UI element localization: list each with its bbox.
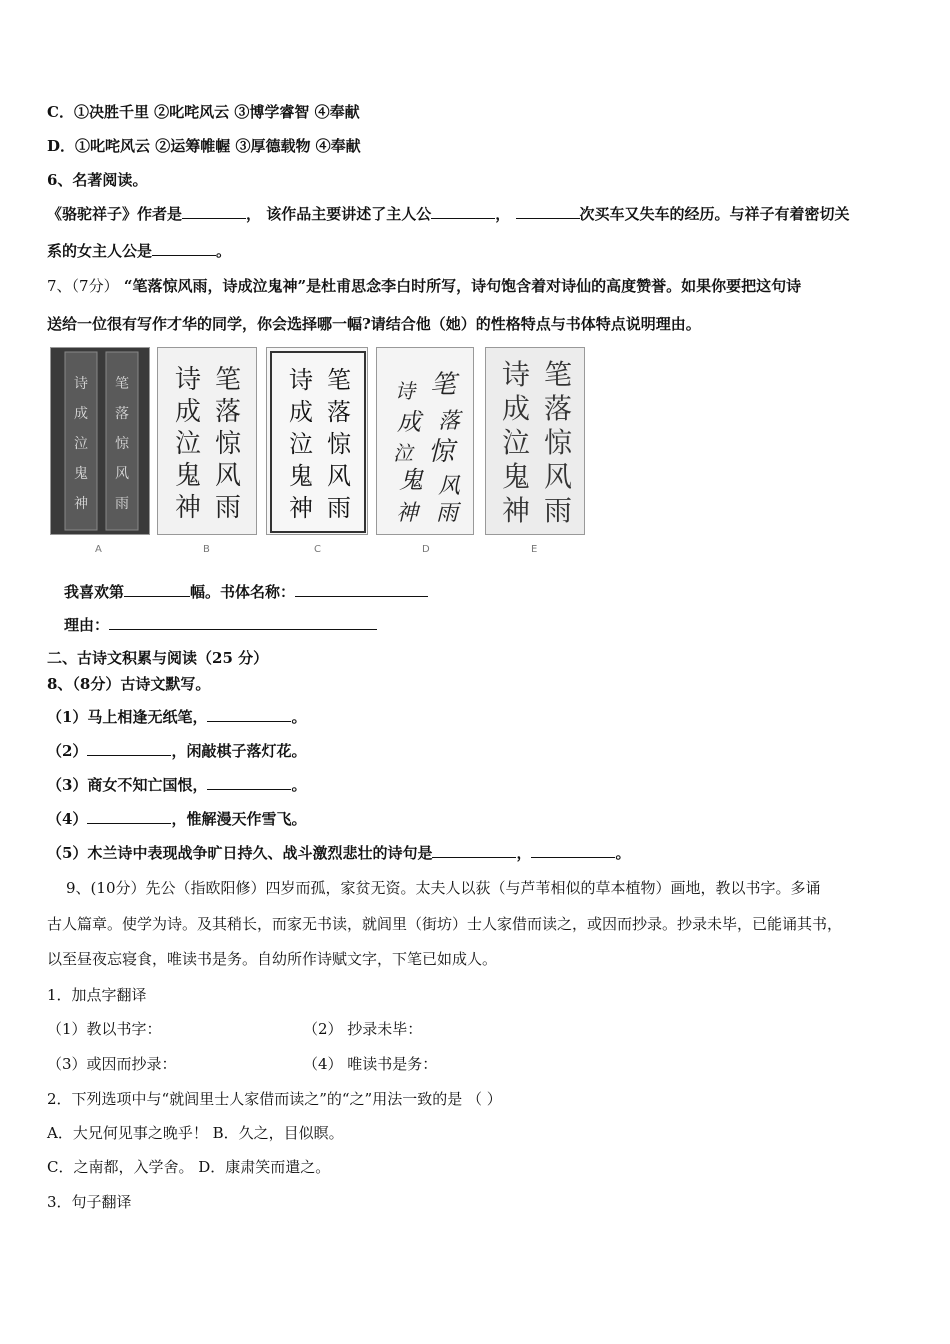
option-c: C．①决胜千里 ②叱咤风云 ③博学睿智 ④奉献 (47, 103, 360, 121)
image-label-a: A (95, 544, 102, 555)
svg-text:神: 神 (501, 494, 531, 527)
q9-sub-2-question: 2．下列选项中与“就闾里士人家借而读之”的“之”用法一致的是 （ ） (47, 1090, 502, 1108)
svg-text:成: 成 (74, 406, 88, 422)
q9-passage-line-1: 9、(10分）先公（指欧阳修）四岁而孤，家贫无资。太夫人以荻（与芦苇相似的草本植物）画地，教以书字。多诵 (66, 879, 821, 897)
svg-text:泣: 泣 (289, 430, 313, 458)
svg-text:泣: 泣 (501, 426, 531, 459)
q9-passage-line-2: 古人篇章。使学为诗。及其稍长，而家无书读，就闾里（街坊）士人家借而读之，或因而抄录。抄录未毕，已能诵其书， (47, 915, 843, 933)
q9-sub-1-heading: 1．加点字翻译 (47, 986, 147, 1004)
q8-heading: 8、（8分）古诗文默写。 (47, 675, 211, 693)
q7-choice-line (64, 581, 428, 603)
svg-text:成: 成 (501, 392, 531, 425)
svg-text:笔: 笔 (327, 366, 351, 394)
q9-sub-1-item-1: （1）教以书字： (47, 1020, 162, 1038)
q6-heading: 6、名著阅读。 (47, 171, 148, 189)
q7-line-2: 送给一位很有写作才华的同学，你会选择哪一幅?请结合他（她）的性格特点与书体特点说明理由。 (47, 315, 701, 333)
svg-text:鬼: 鬼 (74, 466, 88, 482)
q8-blank-3[interactable] (207, 775, 291, 790)
q8-blank-2[interactable] (87, 741, 171, 756)
q7-reason-line (64, 614, 377, 636)
q7-like-text: 我喜欢第 (64, 583, 125, 601)
q6-text-e: 系的女主人公是 (47, 242, 153, 260)
calligraphy-image-a (50, 347, 150, 535)
svg-text:惊: 惊 (427, 437, 455, 467)
svg-text:鬼: 鬼 (289, 462, 313, 490)
calligraphy-image-b (157, 347, 257, 535)
q8-item-5-pre: （5）木兰诗中表现战争旷日持久、战斗激烈悲壮的诗句是 (47, 844, 433, 862)
image-label-d: D (422, 544, 430, 555)
q9-sub-1-item-3: （3）或因而抄录： (47, 1055, 177, 1073)
svg-text:诗: 诗 (395, 379, 415, 403)
svg-text:雨: 雨 (214, 493, 242, 523)
svg-text:神: 神 (395, 501, 419, 526)
q6-blank-times[interactable] (516, 204, 580, 219)
q8-blank-5b[interactable] (531, 843, 615, 858)
q6-line-2 (47, 240, 231, 262)
q8-item-2-post: ，闲敲棋子落灯花。 (171, 742, 307, 760)
q8-blank-5a[interactable] (432, 843, 516, 858)
svg-text:风: 风 (115, 466, 129, 482)
q7-style-text: 幅。书体名称： (190, 583, 296, 601)
q6-blank-protagonist[interactable] (431, 204, 495, 219)
q7-number: 7、（7分） (47, 277, 119, 295)
svg-text:鬼: 鬼 (501, 460, 531, 493)
q8-item-2 (47, 740, 306, 762)
calligraphy-image-e (485, 347, 585, 535)
svg-text:神: 神 (289, 494, 313, 522)
q8-item-3-pre: （3）商女不知亡国恨， (47, 776, 208, 794)
image-label-b: B (203, 544, 210, 555)
svg-text:惊: 惊 (327, 430, 351, 458)
svg-text:笔: 笔 (429, 370, 457, 400)
q9-sub-2-options-ab: A．大兄何见事之晚乎！ B．久之，目似瞑。 (47, 1124, 344, 1142)
q8-blank-1[interactable] (207, 707, 291, 722)
q8-item-3-post: 。 (291, 776, 307, 794)
q8-item-1-pre: （1）马上相逢无纸笔， (47, 708, 208, 726)
calligraphy-image-d (376, 347, 474, 535)
q6-blank-heroine[interactable] (152, 241, 216, 256)
q7-blank-style[interactable] (295, 582, 428, 597)
svg-text:风: 风 (543, 460, 573, 493)
q6-blank-author[interactable] (182, 204, 246, 219)
q8-item-5-post: 。 (615, 844, 631, 862)
q8-item-4 (47, 808, 306, 830)
svg-text:诗: 诗 (289, 366, 313, 394)
q8-blank-4[interactable] (87, 809, 171, 824)
q8-item-1 (47, 706, 306, 728)
svg-text:雨: 雨 (435, 501, 459, 526)
svg-text:泣: 泣 (393, 441, 413, 465)
svg-text:泣: 泣 (74, 436, 88, 452)
q9-passage-line-3: 以至昼夜忘寝食，唯读书是务。自幼所作诗赋文字，下笔已如成人。 (47, 950, 498, 968)
svg-text:落: 落 (327, 398, 351, 426)
svg-text:风: 风 (327, 462, 351, 490)
q8-item-2-pre: （2） (47, 742, 88, 760)
q7-text: “笔落惊风雨，诗成泣鬼神”是杜甫思念李白时所写，诗句饱含着对诗仙的高度赞誉。如果你要把这句诗 (123, 277, 802, 295)
svg-text:诗: 诗 (501, 358, 531, 391)
q9-sub-1-item-4: （4） 唯读书是务： (303, 1055, 438, 1073)
q8-item-5 (47, 842, 630, 864)
svg-text:神: 神 (74, 496, 88, 512)
calligraphy-image-c (266, 347, 368, 535)
image-label-c: C (314, 544, 321, 555)
q7-line-1 (47, 275, 801, 297)
q7-blank-reason[interactable] (109, 615, 377, 630)
q9-sub-3-heading: 3．句子翻译 (47, 1193, 132, 1211)
svg-text:诗: 诗 (74, 376, 88, 392)
q6-line-1 (47, 203, 850, 225)
q8-item-5-mid: ， (516, 844, 532, 862)
svg-text:风: 风 (214, 461, 242, 491)
svg-text:成: 成 (289, 398, 313, 426)
svg-text:鬼: 鬼 (174, 461, 202, 491)
q8-item-3 (47, 774, 306, 796)
svg-text:成: 成 (397, 408, 421, 436)
svg-text:雨: 雨 (115, 496, 129, 512)
svg-text:笔: 笔 (543, 358, 573, 391)
svg-text:风: 风 (437, 474, 461, 499)
section-2-title: 二、古诗文积累与阅读（25 分） (47, 649, 269, 667)
svg-text:成: 成 (174, 397, 202, 427)
svg-text:笔: 笔 (115, 376, 129, 392)
q6-text-b: ， 该作品主要讲述了主人公 (246, 205, 432, 223)
svg-text:落: 落 (543, 392, 573, 425)
svg-text:雨: 雨 (327, 494, 351, 522)
q9-sub-1-item-2: （2） 抄录未毕： (303, 1020, 423, 1038)
q7-reason-text: 理由： (64, 616, 110, 634)
svg-text:惊: 惊 (214, 429, 242, 459)
option-d: D．①叱咤风云 ②运筹帷幄 ③厚德载物 ④奉献 (47, 137, 361, 155)
q6-text-d: 次买车又失车的经历。与祥子有着密切关 (579, 205, 850, 223)
svg-text:诗: 诗 (174, 365, 202, 395)
svg-text:鬼: 鬼 (399, 466, 423, 494)
q7-blank-image[interactable] (124, 582, 190, 597)
svg-text:神: 神 (174, 493, 202, 523)
q6-text-a: 《骆驼祥子》作者是 (47, 205, 183, 223)
svg-text:落: 落 (115, 406, 129, 422)
q9-sub-2-options-cd: C．之南都，入学舍。 D．康肃笑而遣之。 (47, 1158, 331, 1176)
svg-text:落: 落 (437, 409, 461, 434)
svg-text:雨: 雨 (543, 494, 573, 527)
image-label-e: E (531, 544, 538, 555)
svg-text:落: 落 (214, 397, 242, 427)
svg-text:泣: 泣 (174, 429, 202, 459)
q8-item-1-post: 。 (291, 708, 307, 726)
svg-text:惊: 惊 (115, 436, 129, 452)
q6-text-f: 。 (216, 242, 232, 260)
q8-item-4-post: ，惟解漫天作雪飞。 (171, 810, 307, 828)
q8-item-4-pre: （4） (47, 810, 88, 828)
q6-text-c: ， (495, 205, 511, 223)
svg-text:笔: 笔 (214, 365, 242, 395)
svg-text:惊: 惊 (543, 426, 573, 459)
